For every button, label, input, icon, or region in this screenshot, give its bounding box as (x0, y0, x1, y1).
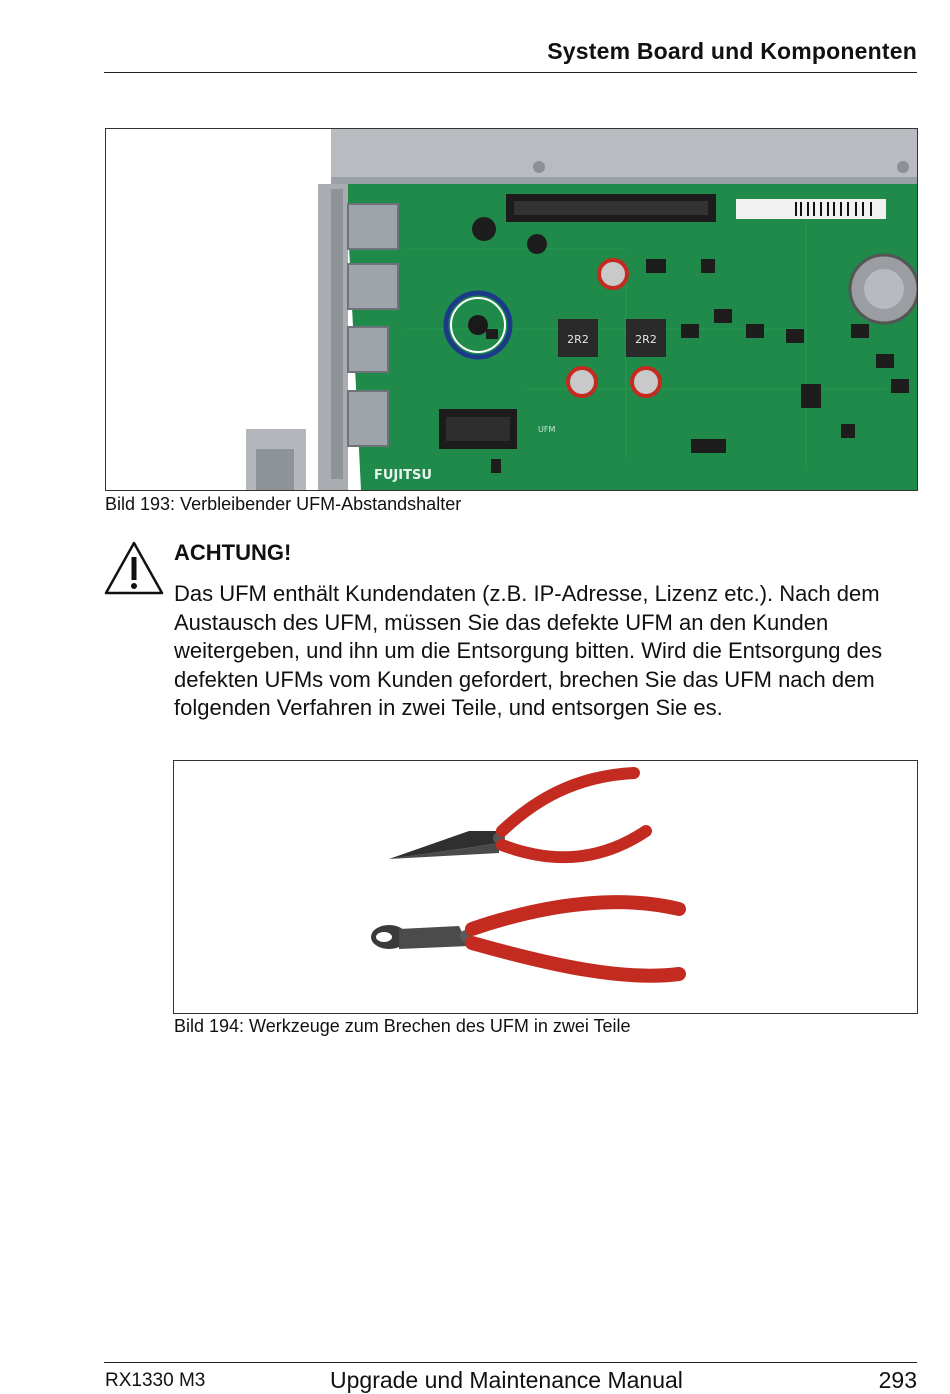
system-board-illustration (106, 129, 917, 490)
figure-pliers-photo (173, 760, 918, 1014)
page-number: 293 (878, 1367, 917, 1393)
figure-194-caption: Bild 194: Werkzeuge zum Brechen des UFM in zwei Teile (174, 1016, 631, 1036)
figure-system-board-photo (105, 128, 918, 491)
footer-model: RX1330 M3 (105, 1370, 206, 1391)
footer-manual-title: Upgrade und Maintenance Manual (330, 1367, 683, 1393)
caution-title: ACHTUNG! (174, 540, 292, 565)
inductor-label-b: 2R2 (635, 333, 657, 346)
board-brand-silkscreen: FUJITSU (374, 468, 432, 483)
header-rule (104, 72, 917, 73)
diagonal-cutter-pliers (371, 902, 679, 976)
needle-nose-pliers (389, 773, 646, 859)
running-header-title: System Board und Komponenten (547, 38, 917, 64)
figure-193-caption: Bild 193: Verbleibender UFM-Abstandshalter (105, 494, 462, 514)
inductor-label-a: 2R2 (567, 333, 589, 346)
footer-rule (104, 1362, 917, 1363)
caution-text: Das UFM enthält Kundendaten (z.B. IP-Adresse, Lizenz etc.). Nach dem Austausch des UFM, müssen Sie das defekte UFM an den Kunden weitergeben, und ihn um die Entsorgung bitten. Wird die Entsorgung des defekten UFMs vom Kunden gefordert, brechen Sie das UFM nach dem folgenden Verfahren in zwei Teile, und entsorgen Sie es. (174, 581, 883, 720)
pliers-illustration (174, 761, 917, 1013)
ufm-header-label: UFM (538, 425, 556, 434)
caution-warning-icon (103, 540, 165, 596)
